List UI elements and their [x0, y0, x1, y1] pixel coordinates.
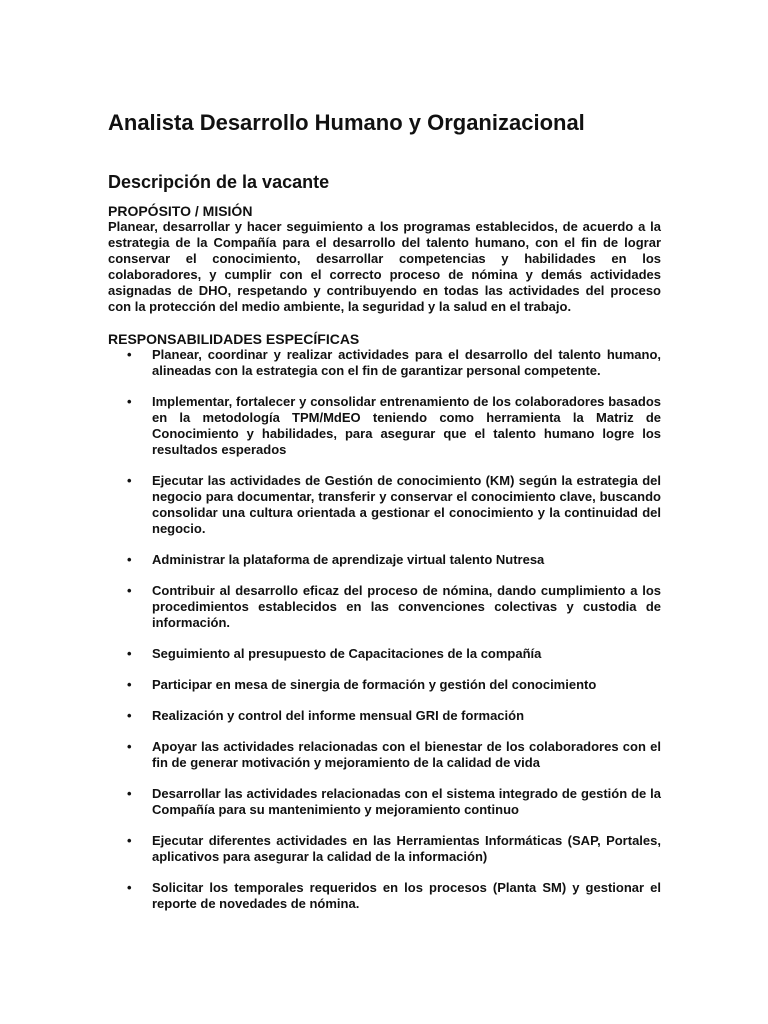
- responsibilities-heading: RESPONSABILIDADES ESPECÍFICAS: [108, 331, 360, 347]
- list-item-text: Desarrollar las actividades relacionadas con el sistema integrado de gestión de la Compañía para su mantenimiento y mejoramiento continuo: [152, 786, 661, 817]
- purpose-heading: PROPÓSITO / MISIÓN: [108, 203, 253, 219]
- page-title: Analista Desarrollo Humano y Organizacional: [108, 110, 585, 135]
- bullet-icon: •: [127, 739, 132, 754]
- list-item-text: Implementar, fortalecer y consolidar entrenamiento de los colaboradores basados en la metodología TPM/MdEO teniendo como herramienta la Matriz de Conocimiento y habilidades, para asegurar que el talento humano logre los resultados esperados: [152, 394, 661, 457]
- list-item: [108, 677, 661, 693]
- list-item-text: Participar en mesa de sinergia de formación y gestión del conocimiento: [152, 677, 597, 692]
- list-item-text: Contribuir al desarrollo eficaz del proceso de nómina, dando cumplimiento a los procedimientos establecidos en las convenciones colectivas y custodia de información.: [152, 583, 661, 630]
- list-item: [108, 394, 661, 458]
- bullet-icon: •: [127, 880, 132, 895]
- list-item-text: Solicitar los temporales requeridos en los procesos (Planta SM) y gestionar el reporte de novedades de nómina.: [152, 880, 661, 911]
- list-item: [108, 347, 661, 379]
- list-item-text: Ejecutar diferentes actividades en las Herramientas Informáticas (SAP, Portales, aplicativos para asegurar la calidad de la información): [152, 833, 661, 864]
- list-item-text: Administrar la plataforma de aprendizaje virtual talento Nutresa: [152, 552, 545, 567]
- list-item-text: Ejecutar las actividades de Gestión de conocimiento (KM) según la estrategia del negocio para documentar, transferir y conservar el conocimiento clave, buscando consolidar una cultura orientada a gestionar el conocimiento y la continuidad del negocio.: [152, 473, 661, 536]
- bullet-icon: •: [127, 708, 132, 723]
- list-item-text: Apoyar las actividades relacionadas con el bienestar de los colaboradores con el fin de generar motivación y mejoramiento de la calidad de vida: [152, 739, 661, 770]
- list-item: [108, 786, 661, 818]
- list-item: [108, 552, 661, 568]
- list-item: [108, 833, 661, 865]
- list-item: [108, 739, 661, 771]
- list-item-text: Realización y control del informe mensual GRI de formación: [152, 708, 525, 723]
- bullet-icon: •: [127, 552, 132, 567]
- responsibilities-list: [108, 347, 661, 912]
- list-item: [108, 646, 661, 662]
- list-item: [108, 583, 661, 631]
- bullet-icon: •: [127, 394, 132, 409]
- list-item-text: Seguimiento al presupuesto de Capacitaciones de la compañía: [152, 646, 542, 661]
- purpose-text: Planear, desarrollar y hacer seguimiento a los programas establecidos, de acuerdo a la estrategia de la Compañía para el desarrollo del talento humano, con el fin de lograr conservar el conocimiento, desarrollar competencias y habilidades en los colaboradores, y cumplir con el correcto proceso de nómina y demás actividades asignadas de DHO, respetando y contribuyendo en todas las actividades del proceso con la protección del medio ambiente, la seguridad y la salud en el trabajo.: [108, 219, 661, 314]
- bullet-icon: •: [127, 677, 132, 692]
- list-item-text: Planear, coordinar y realizar actividades para el desarrollo del talento humano, alineadas con la estrategia con el fin de garantizar personal competente.: [152, 347, 661, 378]
- bullet-icon: •: [127, 583, 132, 598]
- bullet-icon: •: [127, 646, 132, 661]
- section-subtitle: Descripción de la vacante: [108, 172, 330, 192]
- bullet-icon: •: [127, 347, 132, 362]
- document-page: [108, 110, 661, 927]
- bullet-icon: •: [127, 473, 132, 488]
- list-item: [108, 473, 661, 537]
- bullet-icon: •: [127, 786, 132, 801]
- bullet-icon: •: [127, 833, 132, 848]
- list-item: [108, 880, 661, 912]
- list-item: [108, 708, 661, 724]
